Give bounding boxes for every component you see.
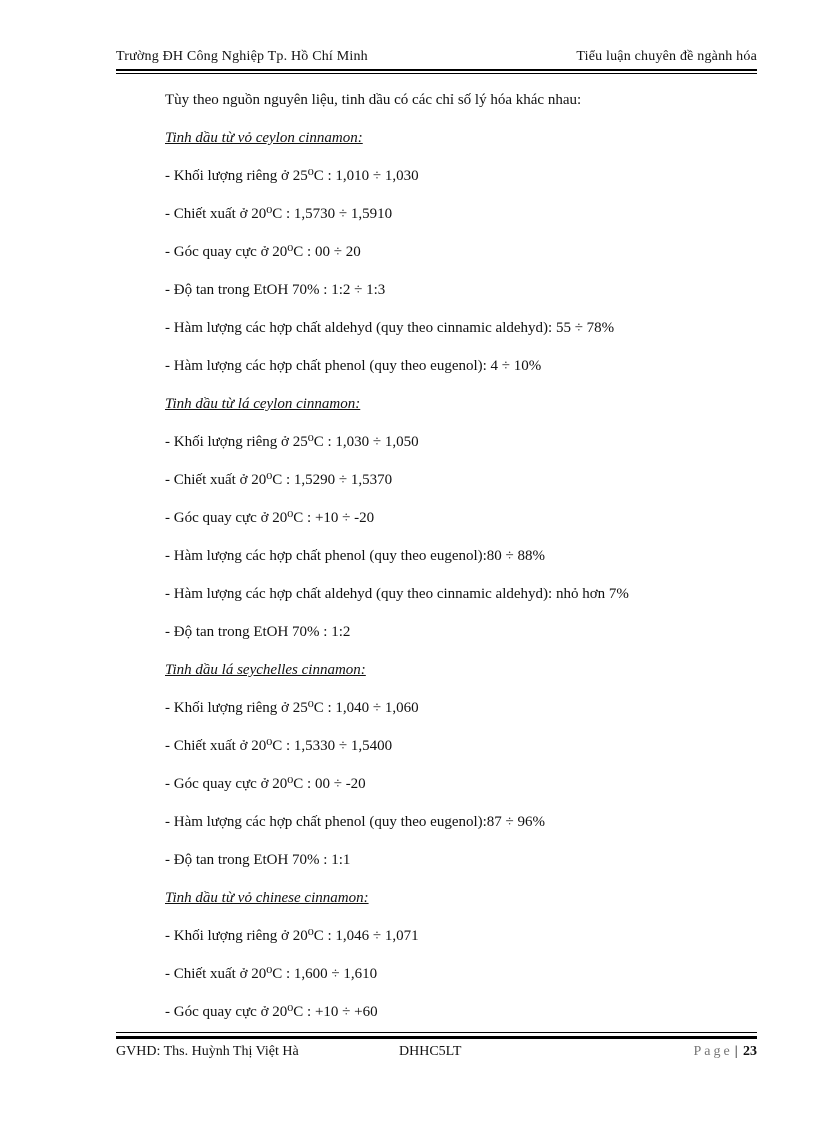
section-heading: Tinh dầu từ lá ceylon cinnamon:: [165, 396, 361, 412]
body-line: - Góc quay cực ở 20⁰C : +10 ÷ -20: [165, 510, 375, 526]
body-line: - Khối lượng riêng ở 20⁰C : 1,046 ÷ 1,071: [165, 928, 419, 944]
body-line: - Góc quay cực ở 20⁰C : 00 ÷ -20: [165, 776, 366, 792]
body-line: - Hàm lượng các hợp chất phenol (quy theo eugenol):87 ÷ 96%: [165, 814, 546, 830]
document-body: [165, 90, 755, 1040]
header-school-name: Trường ĐH Công Nghiệp Tp. Hồ Chí Minh: [116, 49, 368, 64]
footer-page-word: Page: [693, 1044, 733, 1059]
section-heading: Tinh dầu lá seychelles cinnamon:: [165, 662, 366, 678]
body-line: - Khối lượng riêng ở 25⁰C : 1,030 ÷ 1,050: [165, 434, 419, 450]
body-line: Tùy theo nguồn nguyên liệu, tinh dầu có các chỉ số lý hóa khác nhau:: [165, 92, 582, 108]
body-line: - Chiết xuất ở 20⁰C : 1,5730 ÷ 1,5910: [165, 206, 393, 222]
body-line: - Độ tan trong EtOH 70% : 1:1: [165, 852, 351, 868]
header-document-title: Tiểu luận chuyên đề ngành hóa: [576, 49, 757, 64]
footer-divider: [116, 1032, 757, 1039]
body-line: - Độ tan trong EtOH 70% : 1:2: [165, 624, 351, 640]
body-line: - Hàm lượng các hợp chất aldehyd (quy theo cinnamic aldehyd): nhỏ hơn 7%: [165, 586, 629, 602]
footer-supervisor: GVHD: Ths. Huỳnh Thị Việt Hà: [116, 1044, 299, 1059]
body-line: - Chiết xuất ở 20⁰C : 1,5330 ÷ 1,5400: [165, 738, 393, 754]
body-line: - Hàm lượng các hợp chất phenol (quy theo eugenol):80 ÷ 88%: [165, 548, 546, 564]
section-heading: Tinh dầu từ vỏ chinese cinnamon:: [165, 890, 369, 906]
footer-class-code: DHHC5LT: [399, 1044, 462, 1059]
page-footer: [116, 1044, 757, 1064]
body-line: - Hàm lượng các hợp chất phenol (quy theo eugenol): 4 ÷ 10%: [165, 358, 542, 374]
body-line: - Độ tan trong EtOH 70% : 1:2 ÷ 1:3: [165, 282, 386, 298]
body-line: - Khối lượng riêng ở 25⁰C : 1,040 ÷ 1,060: [165, 700, 419, 716]
body-line: - Góc quay cực ở 20⁰C : 00 ÷ 20: [165, 244, 361, 260]
footer-page-label: [693, 1044, 757, 1060]
body-line: - Chiết xuất ở 20⁰C : 1,5290 ÷ 1,5370: [165, 472, 393, 488]
body-line: - Khối lượng riêng ở 25⁰C : 1,010 ÷ 1,030: [165, 168, 419, 184]
footer-page-number: 23: [743, 1044, 757, 1059]
body-line: - Góc quay cực ở 20⁰C : +10 ÷ +60: [165, 1004, 378, 1020]
body-line: - Hàm lượng các hợp chất aldehyd (quy theo cinnamic aldehyd): 55 ÷ 78%: [165, 320, 615, 336]
body-line: - Chiết xuất ở 20⁰C : 1,600 ÷ 1,610: [165, 966, 378, 982]
page-header: [116, 49, 757, 65]
header-divider: [116, 69, 757, 74]
footer-page-separator: |: [734, 1044, 738, 1059]
section-heading: Tinh dầu từ vỏ ceylon cinnamon:: [165, 130, 363, 146]
